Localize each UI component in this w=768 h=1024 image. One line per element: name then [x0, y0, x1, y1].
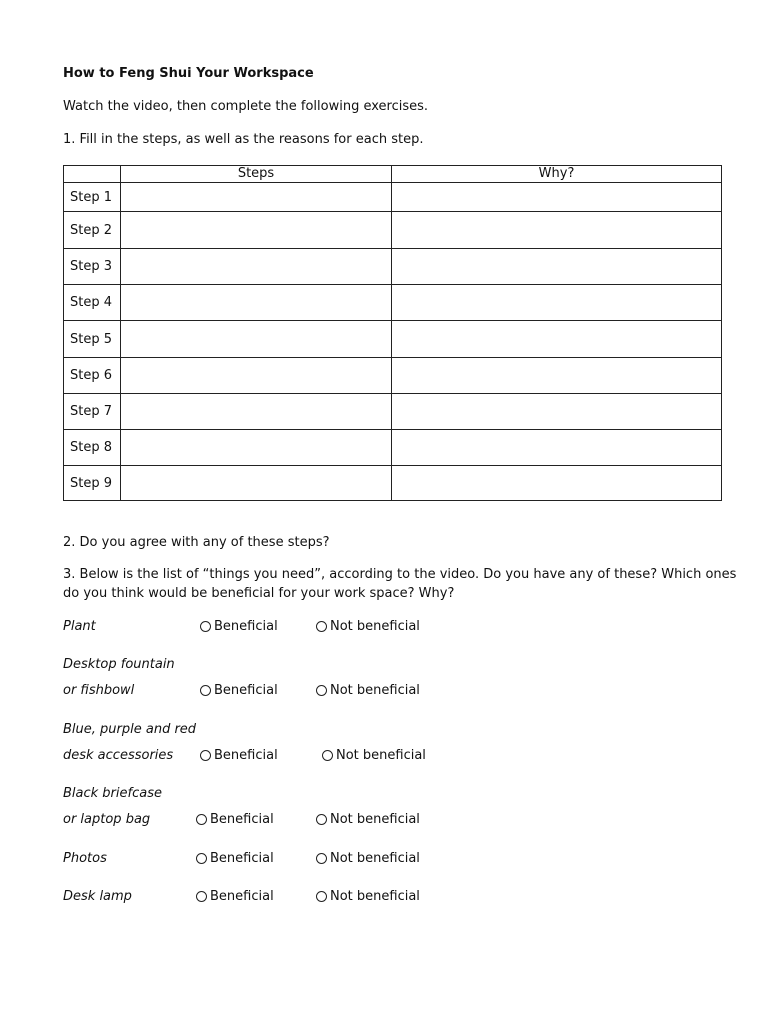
why-input-cell[interactable] [392, 183, 722, 212]
why-input-cell[interactable] [392, 394, 722, 430]
step-label: Step 3 [64, 249, 121, 285]
item-accessories-label-line-2: desk accessories [63, 748, 174, 763]
question-3-line-2: do you think would be beneficial for your work space? Why? [63, 586, 455, 601]
photos-not-beneficial-option[interactable] [316, 851, 420, 866]
table-row [64, 285, 722, 321]
why-input-cell[interactable] [392, 249, 722, 285]
radio-icon[interactable] [316, 685, 327, 696]
step-label: Step 8 [64, 430, 121, 466]
table-header-row [64, 166, 722, 183]
step-input-cell[interactable] [121, 321, 392, 358]
question-1: 1. Fill in the steps, as well as the reasons for each step. [63, 132, 424, 147]
option-label: Beneficial [214, 619, 278, 634]
table-header-why: Why? [392, 166, 722, 183]
table-row [64, 321, 722, 358]
why-input-cell[interactable] [392, 358, 722, 394]
step-label: Step 9 [64, 466, 121, 501]
item-fountain-label-line-1: Desktop fountain [63, 657, 175, 672]
option-label: Not beneficial [336, 748, 426, 763]
step-input-cell[interactable] [121, 358, 392, 394]
option-label: Not beneficial [330, 619, 420, 634]
step-label: Step 5 [64, 321, 121, 358]
radio-icon[interactable] [316, 621, 327, 632]
item-fountain-label-line-2: or fishbowl [63, 683, 135, 698]
radio-icon[interactable] [322, 750, 333, 761]
steps-table [63, 165, 722, 501]
question-3-line-1: 3. Below is the list of “things you need”, according to the video. Do you have any of these? Which ones [63, 567, 737, 582]
step-label: Step 6 [64, 358, 121, 394]
radio-icon[interactable] [316, 891, 327, 902]
table-row [64, 430, 722, 466]
step-input-cell[interactable] [121, 249, 392, 285]
option-label: Beneficial [214, 683, 278, 698]
table-row [64, 394, 722, 430]
item-accessories-label-line-1: Blue, purple and red [63, 722, 197, 737]
briefcase-not-beneficial-option[interactable] [316, 812, 420, 827]
step-label: Step 1 [64, 183, 121, 212]
photos-beneficial-option[interactable] [196, 851, 274, 866]
option-label: Beneficial [210, 889, 274, 904]
radio-icon[interactable] [200, 685, 211, 696]
why-input-cell[interactable] [392, 466, 722, 501]
why-input-cell[interactable] [392, 321, 722, 358]
item-photos-label: Photos [63, 851, 107, 866]
radio-icon[interactable] [196, 814, 207, 825]
table-header-label [64, 166, 121, 183]
why-input-cell[interactable] [392, 430, 722, 466]
why-input-cell[interactable] [392, 285, 722, 321]
plant-beneficial-option[interactable] [200, 619, 278, 634]
radio-icon[interactable] [196, 853, 207, 864]
question-2: 2. Do you agree with any of these steps? [63, 535, 330, 550]
accessories-not-beneficial-option[interactable] [322, 748, 426, 763]
page-title: How to Feng Shui Your Workspace [63, 66, 314, 81]
radio-icon[interactable] [196, 891, 207, 902]
fountain-beneficial-option[interactable] [200, 683, 278, 698]
table-row [64, 212, 722, 249]
option-label: Beneficial [210, 851, 274, 866]
step-input-cell[interactable] [121, 285, 392, 321]
accessories-beneficial-option[interactable] [200, 748, 278, 763]
table-row [64, 249, 722, 285]
desk-lamp-not-beneficial-option[interactable] [316, 889, 420, 904]
step-label: Step 2 [64, 212, 121, 249]
radio-icon[interactable] [200, 750, 211, 761]
table-row [64, 183, 722, 212]
desk-lamp-beneficial-option[interactable] [196, 889, 274, 904]
step-input-cell[interactable] [121, 394, 392, 430]
option-label: Not beneficial [330, 889, 420, 904]
step-label: Step 7 [64, 394, 121, 430]
step-input-cell[interactable] [121, 183, 392, 212]
option-label: Beneficial [214, 748, 278, 763]
step-input-cell[interactable] [121, 212, 392, 249]
option-label: Beneficial [210, 812, 274, 827]
item-plant-label: Plant [63, 619, 96, 634]
plant-not-beneficial-option[interactable] [316, 619, 420, 634]
table-row [64, 358, 722, 394]
option-label: Not beneficial [330, 812, 420, 827]
item-briefcase-label-line-1: Black briefcase [63, 786, 162, 801]
intro-text: Watch the video, then complete the following exercises. [63, 99, 429, 114]
radio-icon[interactable] [316, 814, 327, 825]
option-label: Not beneficial [330, 683, 420, 698]
table-row [64, 466, 722, 501]
radio-icon[interactable] [316, 853, 327, 864]
why-input-cell[interactable] [392, 212, 722, 249]
fountain-not-beneficial-option[interactable] [316, 683, 420, 698]
step-input-cell[interactable] [121, 466, 392, 501]
option-label: Not beneficial [330, 851, 420, 866]
table-header-steps: Steps [121, 166, 392, 183]
briefcase-beneficial-option[interactable] [196, 812, 274, 827]
step-label: Step 4 [64, 285, 121, 321]
radio-icon[interactable] [200, 621, 211, 632]
item-desk-lamp-label: Desk lamp [63, 889, 132, 904]
item-briefcase-label-line-2: or laptop bag [63, 812, 151, 827]
step-input-cell[interactable] [121, 430, 392, 466]
